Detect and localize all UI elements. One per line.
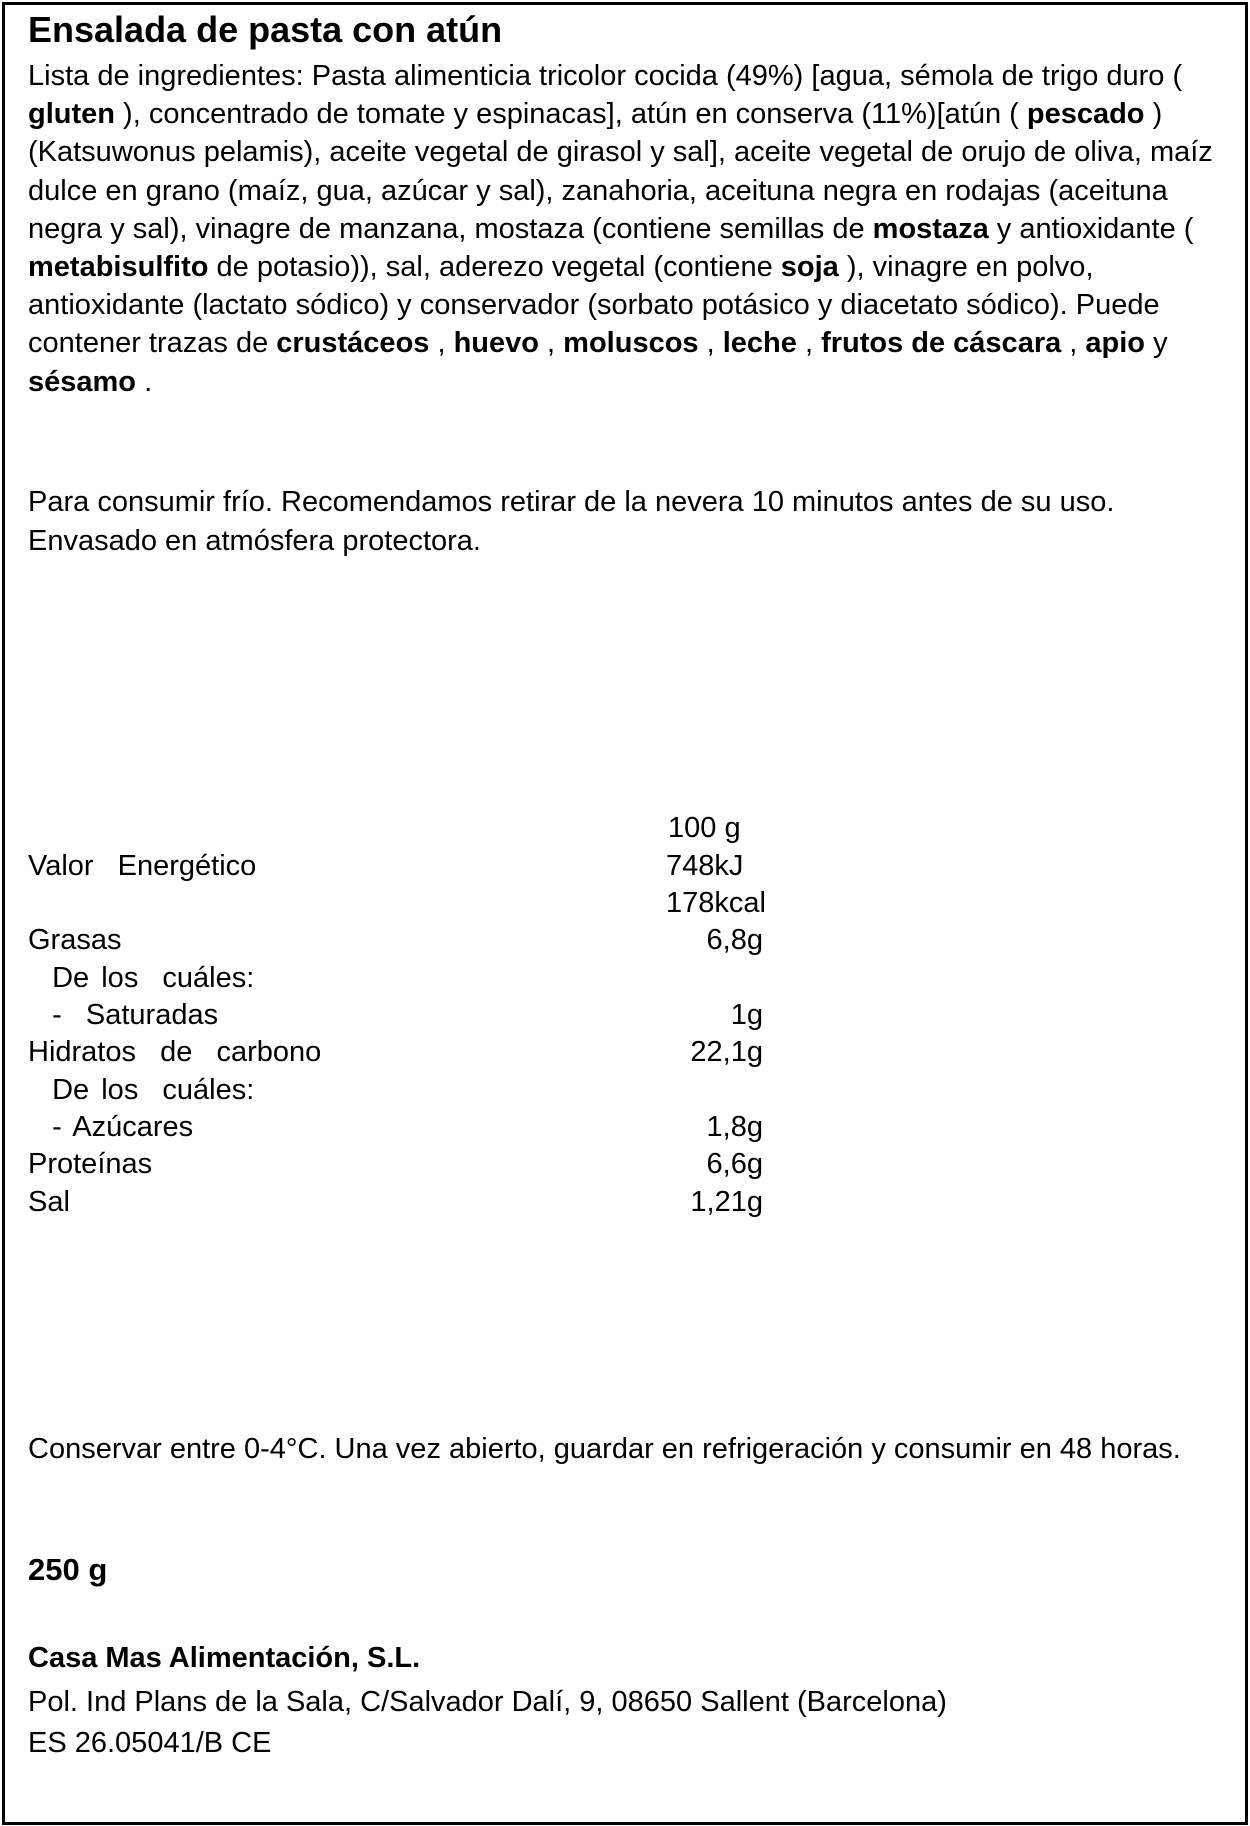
nutrition-column-header: 100 g — [668, 812, 741, 844]
nutrition-row-of-which-fat — [28, 959, 788, 997]
nutrition-value: 178kcal — [666, 887, 766, 919]
allergen-highlight: apio — [1085, 327, 1146, 360]
nutrition-label: Proteínas — [28, 1148, 153, 1180]
packaging-text: Envasado en atmósfera protectora. — [28, 524, 481, 557]
ingredients-text: ), concentrado de tomate y espinacas], atún en conserva (11%)[atún ( — [115, 98, 1027, 131]
allergen-highlight: leche — [722, 327, 797, 360]
ingredients-text: , — [429, 327, 454, 360]
ingredients-text: . — [136, 365, 153, 398]
allergen-highlight: mostaza — [872, 212, 989, 245]
nutrition-value: 22,1g — [690, 1036, 763, 1068]
storage-instructions: Conservar entre 0-4°C. Una vez abierto, guardar en refrigeración y consumir en 48 horas. — [28, 1433, 1181, 1465]
allergen-highlight: gluten — [28, 98, 115, 131]
product-title: Ensalada de pasta con atún — [28, 9, 503, 50]
ingredients-text: ) (Katsuwonus pelamis), aceite vegetal de girasol y sal], aceite vegetal de orujo de oliva, maíz dulce en grano (maíz, gua, azúcar y sal), zanahoria, aceituna negra en rodajas (aceituna negra y sal), vinagre de manzana, mostaza (contiene semillas de — [28, 98, 1213, 245]
usage-text: Para consumir frío. Recomendamos retirar de la nevera 10 minutos antes de su uso. — [28, 486, 1115, 518]
allergen-highlight: sésamo — [28, 365, 137, 398]
ingredients-text: de potasio)), sal, aderezo vegetal (contiene — [208, 251, 781, 284]
nutrition-row-protein — [28, 1145, 788, 1183]
nutrition-label: De los cuáles: — [28, 1074, 255, 1106]
ingredients-list — [28, 57, 1233, 401]
ingredients-text: , — [1061, 327, 1086, 360]
nutrition-row-energy — [28, 847, 788, 885]
nutrition-label: - Saturadas — [28, 999, 219, 1031]
ingredients-text: Lista de ingredientes: Pasta alimenticia tricolor cocida (49%) [agua, sémola de trigo duro ( — [28, 60, 1183, 92]
ingredients-text: , — [539, 327, 564, 360]
allergen-highlight: metabisulfito — [28, 251, 209, 284]
allergen-highlight: moluscos — [563, 327, 699, 360]
ingredients-text: , — [698, 327, 723, 360]
allergen-highlight: crustáceos — [276, 327, 430, 360]
nutrition-label: Sal — [28, 1186, 70, 1218]
nutrition-header-row — [28, 809, 788, 847]
usage-instructions — [28, 483, 1233, 560]
nutrition-label: De los cuáles: — [28, 962, 255, 994]
nutrition-label: Hidratos de carbono — [28, 1036, 322, 1068]
nutrition-label: Grasas — [28, 924, 122, 956]
ingredients-text: y — [1145, 327, 1168, 360]
company-name: Casa Mas Alimentación, S.L. — [28, 1642, 421, 1674]
nutrition-row-sugars — [28, 1108, 788, 1146]
nutrition-row-fat — [28, 921, 788, 959]
allergen-highlight: huevo — [453, 327, 539, 360]
nutrition-row-saturated — [28, 996, 788, 1034]
nutrition-row-energy-kcal — [28, 884, 788, 922]
nutrition-value: 1,21g — [690, 1186, 763, 1218]
ingredients-text: ), vinagre en polvo, antioxidante (lactato sódico) y conservador (sorbato potásico y diacetato sódico). Puede contener trazas de — [28, 251, 1160, 360]
company-address: Pol. Ind Plans de la Sala, C/Salvador Dalí, 9, 08650 Sallent (Barcelona) — [28, 1686, 947, 1718]
nutrition-value: 6,6g — [706, 1148, 763, 1180]
ingredients-text: y antioxidante ( — [988, 212, 1194, 245]
nutrition-row-carbs — [28, 1033, 788, 1071]
allergen-highlight: pescado — [1026, 98, 1145, 131]
ingredients-text: , — [796, 327, 822, 360]
allergen-highlight: frutos de cáscara — [821, 327, 1062, 360]
net-weight: 250 g — [28, 1552, 108, 1587]
label-sheet — [2, 2, 1248, 1825]
nutrition-label: - Azúcares — [28, 1111, 194, 1143]
nutrition-value: 748kJ — [666, 850, 744, 882]
nutrition-label: Valor Energético — [28, 850, 257, 882]
registry-number: ES 26.05041/B CE — [28, 1727, 272, 1759]
allergen-highlight: soja — [780, 251, 839, 284]
nutrition-row-salt — [28, 1183, 788, 1221]
nutrition-value: 1g — [730, 999, 763, 1031]
nutrition-value: 1,8g — [706, 1111, 763, 1143]
nutrition-value: 6,8g — [706, 924, 763, 956]
nutrition-row-of-which-carbs — [28, 1071, 788, 1109]
